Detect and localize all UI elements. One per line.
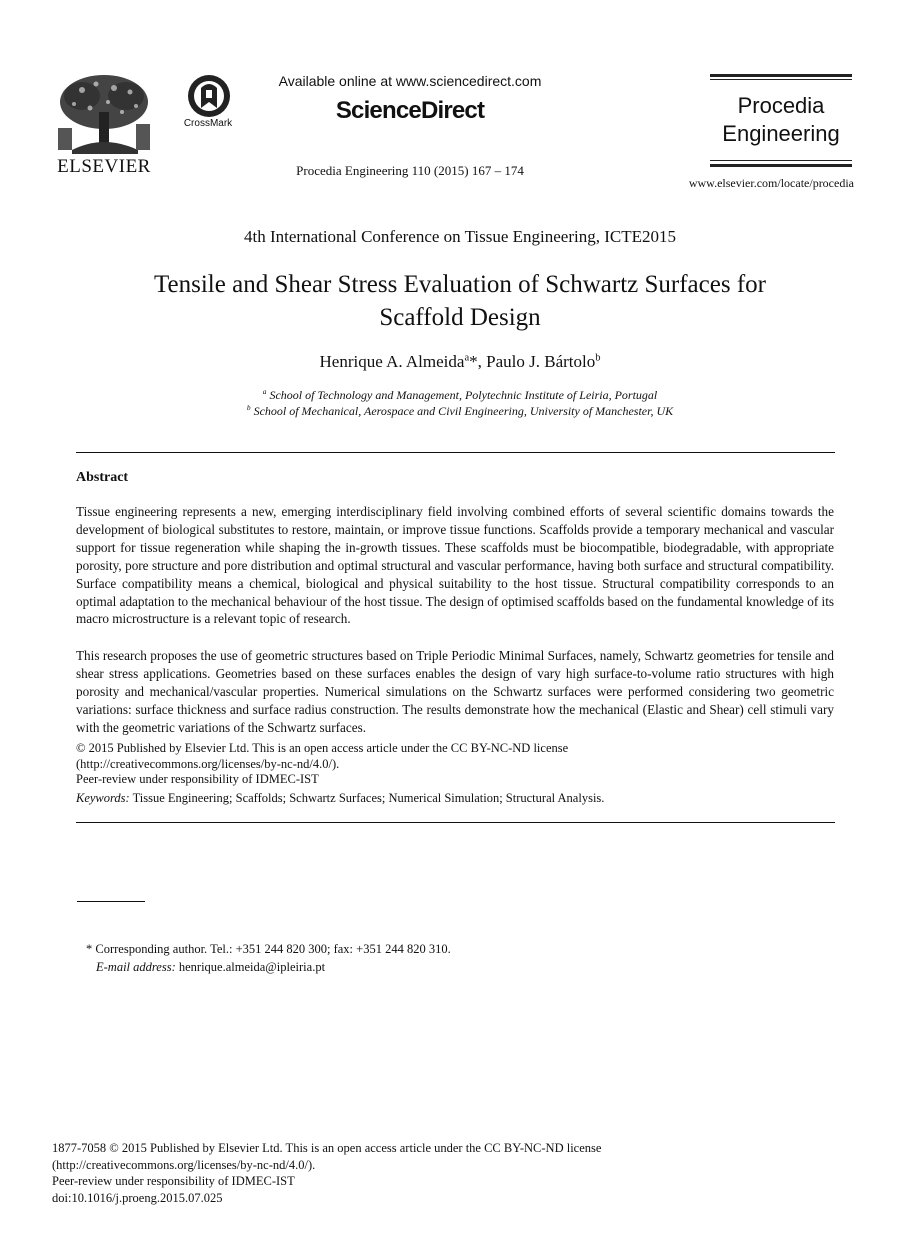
corresponding-author-note: * Corresponding author. Tel.: +351 244 820 300; fax: +351 244 820 310.	[86, 942, 451, 956]
peer-review-line: Peer-review under responsibility of IDMEC-IST	[52, 1174, 295, 1188]
affiliation-b	[60, 404, 860, 419]
journal-name	[710, 92, 852, 148]
section-rule	[76, 822, 835, 823]
author-separator: ,	[477, 352, 487, 371]
affiliation-text: School of Technology and Management, Polytechnic Institute of Leiria, Portugal	[266, 388, 658, 402]
paper-title-line2: Scaffold Design	[379, 304, 541, 331]
doi-link[interactable]: doi:10.1016/j.proeng.2015.07.025	[52, 1190, 223, 1205]
peer-review-line: Peer-review under responsibility of IDMEC-IST	[76, 772, 319, 786]
journal-name-line2: Engineering	[722, 121, 840, 146]
bottom-license-block	[52, 1140, 852, 1206]
paper-title-line1: Tensile and Shear Stress Evaluation of Schwartz Surfaces for	[154, 271, 766, 298]
author-affiliation-mark: b	[595, 352, 601, 364]
conference-name: 4th International Conference on Tissue Engineering, ICTE2015	[244, 227, 676, 246]
author-name: Henrique A. Almeida	[319, 352, 465, 371]
publisher-name: ELSEVIER	[57, 156, 151, 177]
sciencedirect-brand: ScienceDirect	[335, 97, 485, 124]
journal-name-line1: Procedia	[737, 93, 825, 118]
email-note	[96, 960, 325, 975]
email-address-link[interactable]: henrique.almeida@ipleiria.pt	[175, 960, 326, 974]
journal-rule	[710, 160, 852, 161]
affiliation-text: School of Mechanical, Aerospace and Civil Engineering, University of Manchester, UK	[250, 404, 674, 418]
journal-citation: Procedia Engineering 110 (2015) 167 – 174	[296, 163, 524, 178]
crossmark-label: CrossMark	[183, 118, 233, 129]
author-name: Paulo J. Bártolo	[486, 352, 596, 371]
section-rule	[76, 452, 835, 453]
license-link[interactable]: (http://creativecommons.org/licenses/by-nc-nd/4.0/).	[52, 1157, 316, 1172]
affiliation-a	[60, 388, 860, 403]
copyright-line: © 2015 Published by Elsevier Ltd. This is an open access article under the CC BY-NC-ND license	[76, 741, 569, 755]
keywords-label: Keywords:	[76, 791, 130, 805]
journal-url-link[interactable]: www.elsevier.com/locate/procedia	[688, 176, 854, 190]
keywords-text: Tissue Engineering; Scaffolds; Schwartz Surfaces; Numerical Simulation; Structural Analysis.	[129, 791, 605, 805]
footnote-rule	[77, 901, 145, 902]
author-list	[60, 352, 860, 372]
journal-rule	[710, 164, 852, 167]
license-link[interactable]: (http://creativecommons.org/licenses/by-nc-nd/4.0/).	[76, 756, 340, 771]
abstract-paragraph: This research proposes the use of geometric structures based on Triple Periodic Minimal Surfaces, namely, Schwartz geometries for tensile and shear stress applications. Geometries based on these surfaces enables the design of vary high surface-to-volume ratio structures with high porosity and mechanical/vascular properties. Numerical simulations on the Schwartz surfaces were performed considering two geometric variations: surface thickness and surface radius construction. The results demonstrate how the mechanical (Elastic and Shear) cell stimuli vary with the geometric variations of the Schwartz surfaces.	[76, 648, 834, 735]
journal-rule	[710, 74, 852, 77]
corresponding-mark: *	[469, 352, 478, 371]
journal-rule	[710, 79, 852, 80]
issn-license-line: 1877-7058 © 2015 Published by Elsevier Ltd. This is an open access article under the CC BY-NC-ND license	[52, 1141, 602, 1155]
abstract-paragraph: Tissue engineering represents a new, emerging interdisciplinary field involving combined efforts of several scientific domains towards the development of biological substitutes to restore, maintain, or improve tissue functions. Scaffolds provide a temporary mechanical and vascular support for tissue regeneration while shaping the in-growth tissues. These scaffolds must be biocompatible, biodegradable, with appropriate porosity, pore structure and pore distribution and optimal structural and vascular performance, having both surface and structural compatibility. Surface compatibility means a chemical, biological and physical suitability to the host tissue. Structural compatibility corresponds to an optimal adaptation to the mechanical behaviour of the host tissue. The design of optimised scaffolds based on the fundamental knowledge of its macro microstructure is a relevant topic of research.	[76, 504, 834, 627]
affiliation-mark: a	[262, 387, 267, 396]
affiliation-mark: b	[246, 403, 251, 412]
keywords-line	[76, 791, 834, 806]
author-affiliation-mark: a	[464, 352, 470, 364]
available-online-text: Available online at www.sciencedirect.com	[278, 73, 542, 89]
paper-title	[60, 268, 860, 334]
email-label: E-mail address:	[96, 960, 176, 974]
copyright-notice	[76, 741, 834, 788]
abstract-heading: Abstract	[76, 470, 129, 485]
